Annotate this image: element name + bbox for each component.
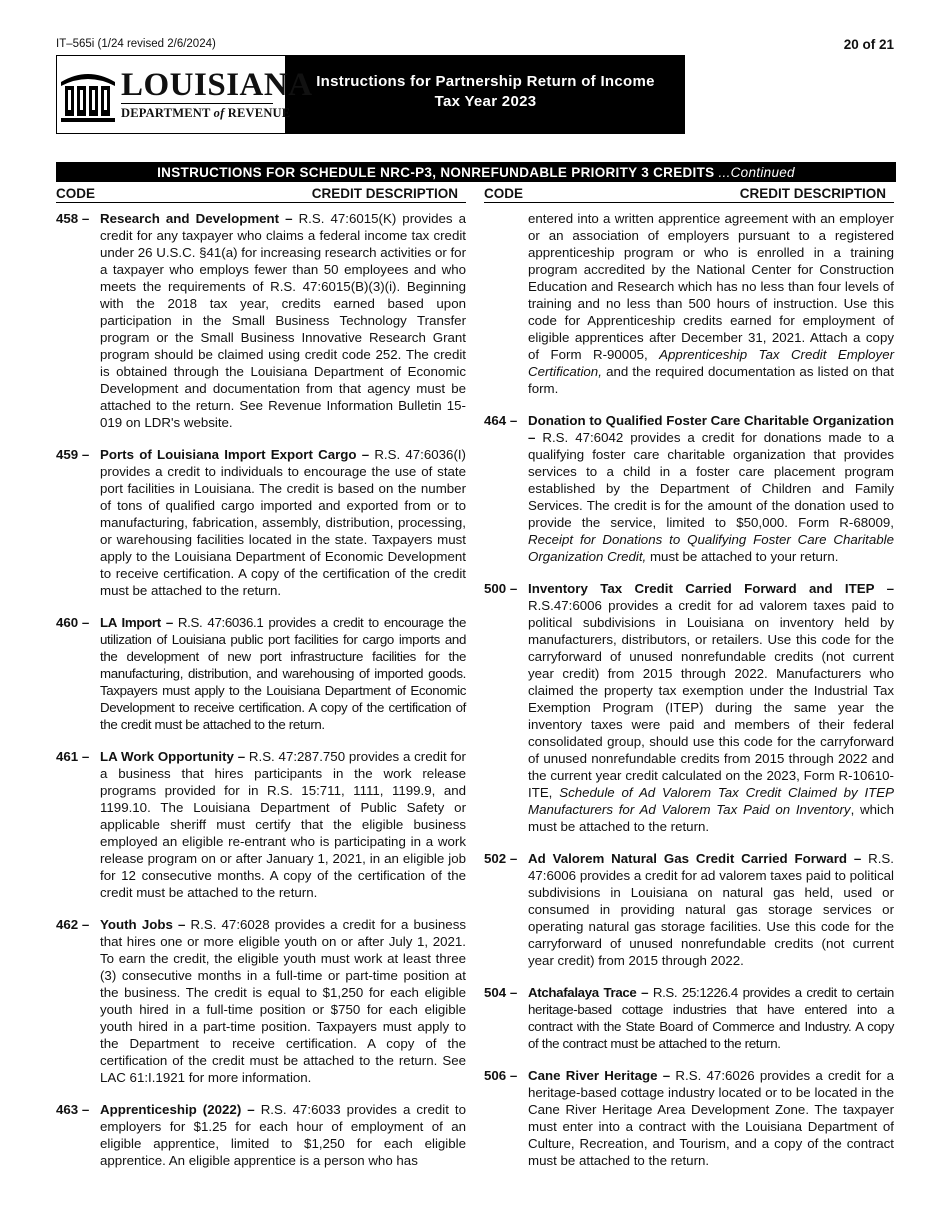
credit-text-tail: and the required documentation as listed on that form. <box>528 364 894 396</box>
credit-text-tail: , which must be attached to the return. <box>528 802 894 834</box>
credit-entry-458 <box>56 210 466 431</box>
credit-text: R.S. 47:6015(K) provides a credit for any taxpayer who claims a federal income tax credit under 26 U.S.C. §41(a) for increasing research activities or for a taxpayer who employs fewer than 50 employees and who meets the requirements of R.S. 47:6015(B)(3)(i). Beginning with the 2018 tax year, credits earned based upon participation in the Small Business Technology Transfer program or the Small Business Innovative Research Grant program should be claimed using credit code 252. The credit is obtained through the Louisiana Department of Economic Development and documentation from that agency must be attached to the return. See Revenue Information Bulletin 15-019 on LDR's website. <box>100 211 466 430</box>
page-number: 20 of 21 <box>843 37 894 52</box>
credit-text: R.S. 47:6036.1 provides a credit to encourage the utilization of Louisiana public port facilities for cargo imports and the development of new port infrastructure facilities for the manufacturing, distribution, and warehousing of imported goods. Taxpayers must apply to the Louisiana Department of Economic Development to receive certification. A copy of the certification of the credit must be attached to the return. <box>100 615 466 732</box>
credit-entry-463 <box>56 1101 466 1169</box>
section-banner <box>56 162 896 182</box>
description-header: CREDIT DESCRIPTION <box>739 186 886 201</box>
credit-text: R.S. 47:6036(I) provides a credit to individuals to encourage the use of state port facilities in Louisiana. The credit is based on the number of tons of qualified cargo imported and exported from or to manufacturing, fabrication, assembly, distribution, processing, or warehousing facilities located in the state. Taxpayers must apply to the Louisiana Department of Economic Development to receive certification. A copy of the certification of the credit must be attached to the return. <box>100 447 466 598</box>
credit-code: 458 – <box>56 211 90 226</box>
credit-text-tail: must be attached to your return. <box>649 549 839 564</box>
credit-title: Atchafalaya Trace – <box>528 985 649 1000</box>
credit-text: R.S. 47:287.750 provides a credit for a business that hires participants in the work release programs provided for in R.S. 15:711, 1111, 1199.9, and 1199.10. The Louisiana Department of Public Safety or applicable sheriff must certify that the eligible business employed an eligible re-entrant who is participating in a work release program on or after January 1, 2021, in an eligible job for 12 consecutive months. A copy of the certification of the credit must be attached to the return. <box>100 749 466 900</box>
credit-text: entered into a written apprentice agreement with an employer or an association of employers pursuant to a registered apprenticeship program or who is enrolled in a training program accredited by the National Center for Construction Education and Research which has no less than four levels of training and no less than 500 hours of instruction. Use this code for Apprenticeship credits earned for employment of eligible apprentices after December 31, 2021. Attach a copy of Form R-90005, <box>528 211 894 362</box>
banner-continued: ...Continued <box>718 164 795 180</box>
form-title: Schedule of Ad Valorem Tax Credit Claimed by ITEP Manufacturers for Ad Valorem Tax Paid on Inventory <box>528 785 894 817</box>
document-title <box>286 55 685 134</box>
credit-title: Research and Development – <box>100 211 293 226</box>
pelican-emblem-icon <box>57 64 119 126</box>
column-header <box>56 185 466 203</box>
credit-code: 460 – <box>56 615 90 630</box>
credit-text: R.S. 47:6042 provides a credit for donations made to a qualifying foster care charitable organization that provides services to a child in a foster care placement program established by the Department of Children and Family Services. The credit is for the amount of the donation used to provide the service, limited to $50,000. Form R-68009, <box>528 430 894 530</box>
credit-text: R.S. 47:6033 provides a credit to employers for $1.25 for each hour of employment of an eligible apprentice, limited to $1,250 for each eligible apprentice. An eligible apprentice is a person who has <box>100 1102 466 1168</box>
credit-code: 506 – <box>484 1068 518 1083</box>
credit-text: R.S. 47:6026 provides a credit for a heritage-based cottage industry located or to be located in the Cane River Heritage Area Development Zone. The taxpayer must enter into a contract with the Louisiana Department of Culture, Recreation, and Tourism, and a copy of the contract must be attached to the return. <box>528 1068 894 1168</box>
credit-code: 462 – <box>56 917 90 932</box>
logo-department: DEPARTMENT of REVENUE <box>121 106 291 120</box>
credit-entry-500 <box>484 580 894 835</box>
credit-code: 463 – <box>56 1102 90 1117</box>
credit-title: Youth Jobs – <box>100 917 186 932</box>
credit-entry-463-continued <box>528 210 894 397</box>
credit-entry-460 <box>56 614 466 733</box>
credit-title: Cane River Heritage – <box>528 1068 671 1083</box>
title-line-2: Tax Year 2023 <box>434 92 537 110</box>
credit-code: 502 – <box>484 851 518 866</box>
right-column <box>484 185 894 1184</box>
credit-entry-459 <box>56 446 466 599</box>
credit-code: 464 – <box>484 413 518 428</box>
left-column <box>56 185 466 1184</box>
page-header <box>56 55 685 134</box>
description-header: CREDIT DESCRIPTION <box>311 186 458 201</box>
credit-code: 504 – <box>484 985 518 1000</box>
logo-rule <box>121 103 273 104</box>
credit-entry-461 <box>56 748 466 901</box>
credit-title: Donation to Qualified Foster Care Charitable Organization – <box>528 413 894 445</box>
code-header: CODE <box>56 186 96 201</box>
credit-title: Inventory Tax Credit Carried Forward and ITEP – <box>528 581 894 596</box>
credit-entry-504 <box>484 984 894 1052</box>
form-title: Apprenticeship Tax Credit Employer Certification, <box>528 347 895 379</box>
credit-code: 500 – <box>484 581 518 596</box>
credit-entry-462 <box>56 916 466 1086</box>
banner-text: INSTRUCTIONS FOR SCHEDULE NRC-P3, NONREFUNDABLE PRIORITY 3 CREDITS <box>157 164 715 180</box>
form-id: IT–565i (1/24 revised 2/6/2024) <box>56 38 216 50</box>
credit-title: Ports of Louisiana Import Export Cargo – <box>100 447 370 462</box>
form-title: Receipt for Donations to Qualifying Foster Care Charitable Organization Credit, <box>528 532 894 564</box>
credit-title: Ad Valorem Natural Gas Credit Carried Forward – <box>528 851 862 866</box>
code-header: CODE <box>484 186 524 201</box>
credit-text: R.S. 47:6006 provides a credit for ad valorem taxes paid to political subdivisions in Louisiana on natural gas held, used or consumed in providing natural gas storage services or operating natural gas storage facilities. Use this code for the carryforward of unused nonrefundable credits (not current year credit) from 2015 through 2022. <box>528 851 894 968</box>
credit-code: 459 – <box>56 447 90 462</box>
credit-code: 461 – <box>56 749 90 764</box>
credit-entry-502 <box>484 850 894 969</box>
credit-title: LA Work Opportunity – <box>100 749 246 764</box>
ldr-logo <box>56 55 313 134</box>
credit-text: R.S. 25:1226.4 provides a credit to certain heritage-based cottage industries that have entered into a contract with the State Board of Commerce and Industry. A copy of the contract must be attached to the return. <box>528 985 894 1051</box>
credit-entry-506 <box>484 1067 894 1169</box>
credit-text: R.S. 47:6028 provides a credit for a business that hires one or more eligible youth on or after July 1, 2021. To earn the credit, the eligible youth must work at least three (3) consecutive months in a full-time or part-time position at the business. The credit is equal to $1,250 for each eligible youth hired in a full-time position or $750 for each eligible youth hired in a part-time position. Taxpayers must apply to the Department to receive certification. A copy of the certification of the credit must be attached to the return. See LAC 61:I.1921 for more information. <box>100 917 466 1085</box>
credit-entry-464 <box>484 412 894 565</box>
credit-title: LA Import – <box>100 615 173 630</box>
column-header <box>484 185 894 203</box>
logo-wordmark: LOUISIANA <box>121 67 313 103</box>
credit-title: Apprenticeship (2022) – <box>100 1102 255 1117</box>
title-line-1: Instructions for Partnership Return of Income <box>316 72 655 90</box>
credit-text: R.S.47:6006 provides a credit for ad valorem taxes paid to political subdivisions in Louisiana on inventory held by manufacturers, distributors, or retailers. Use this code for the carryforward of unused nonrefundable credits (not current year credit) from 2015 through 2022. Manufacturers who claimed the property tax exemption under the Industrial Tax Exemption Program (ITEP) during the same year the inventory taxes were paid and members of their federal consolidated group, should use this code for the carryforward of unused nonrefundable credits from 2015 through 2022 and the current year credit calculated on the 2023, Form R-10610-ITE, <box>528 598 894 800</box>
